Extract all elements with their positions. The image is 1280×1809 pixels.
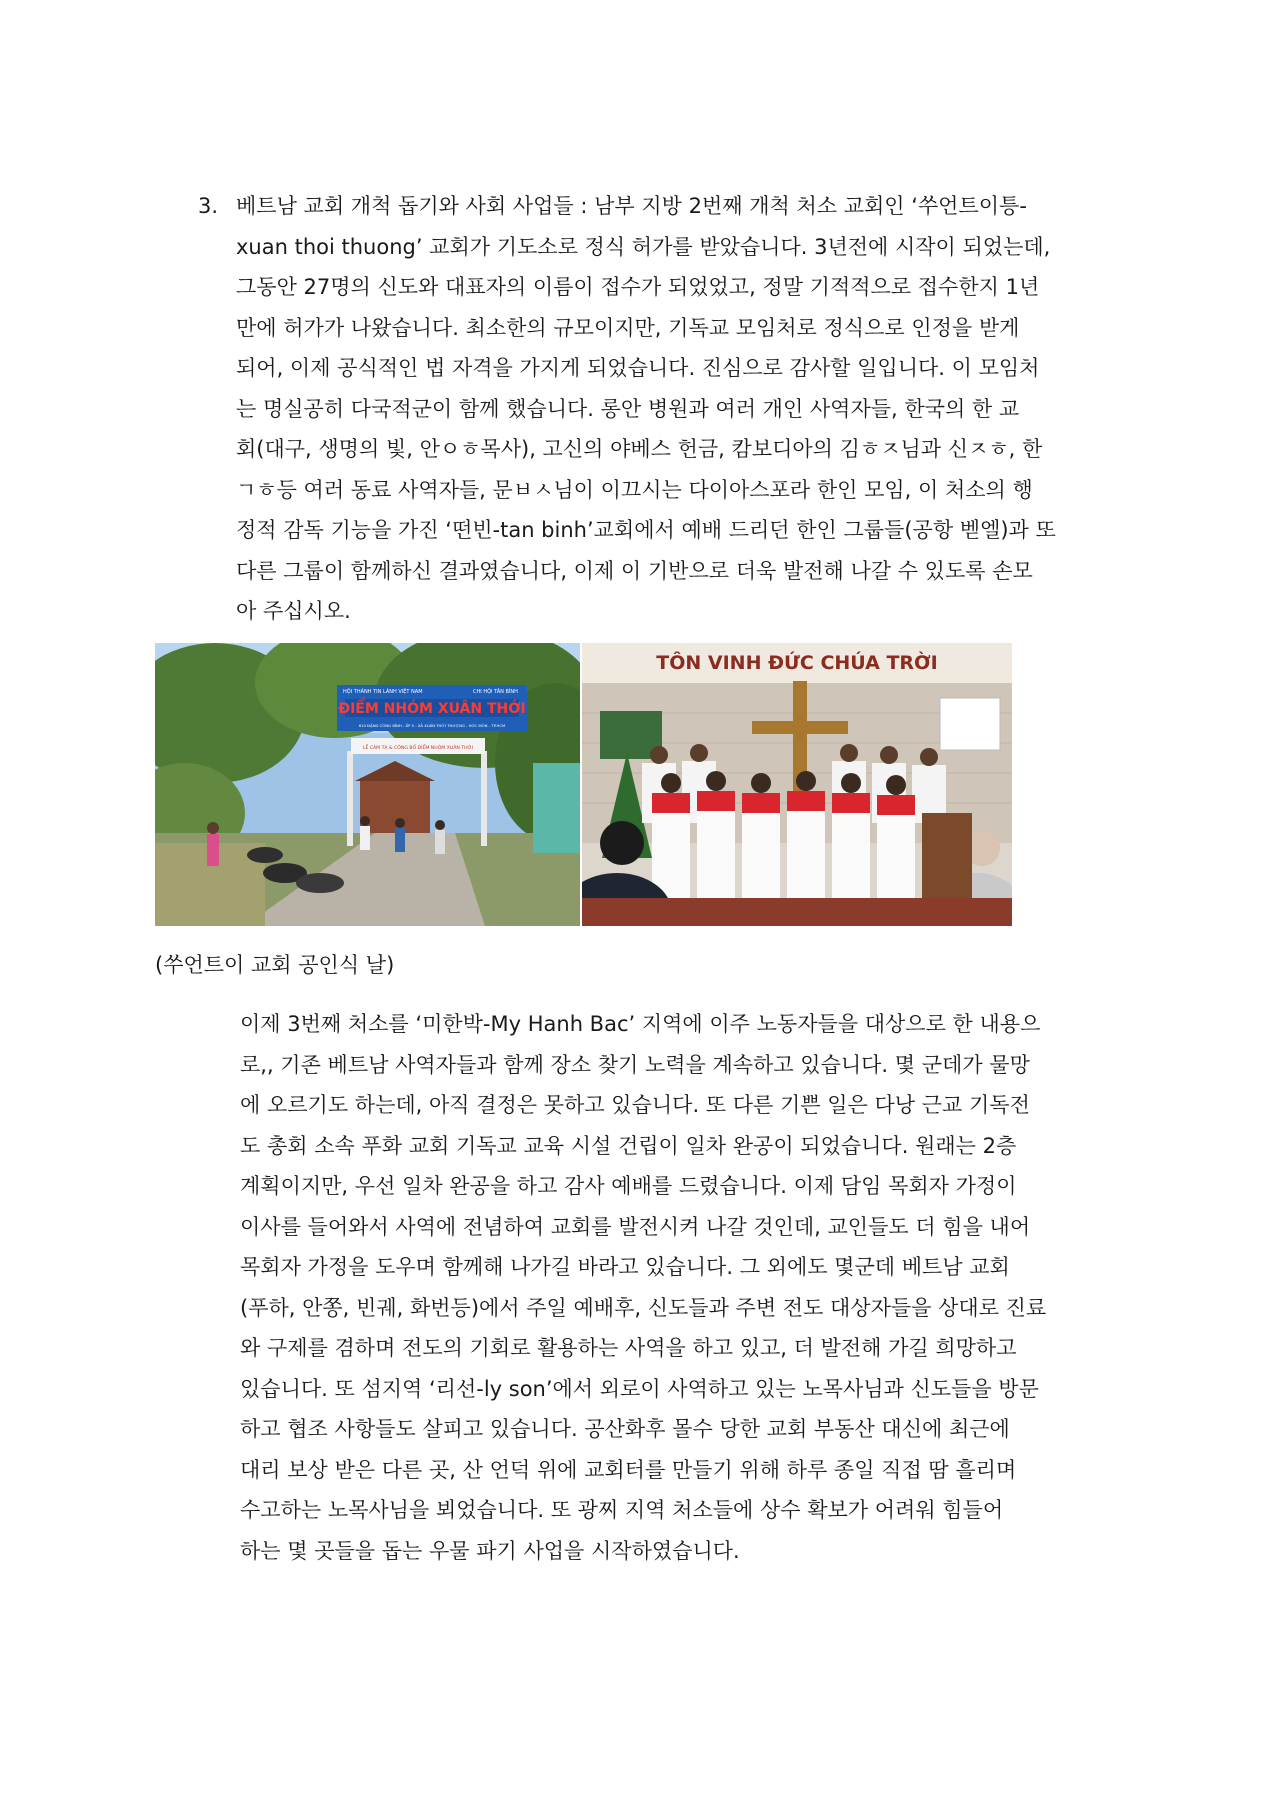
church-gate-photo [155,643,580,926]
choir-illustration [582,643,1012,926]
item-paragraph: 베트남 교회 개척 돕기와 사회 사업들 : 남부 지방 2번째 개척 처소 교회인 ‘쑤언트이틍- xuan thoi thuong’ 교회가 기도소로 정식 허가를 받았습니다. 3년전에 시작이 되었는데, 그동안 27명의 신도와 대표자의 이름이 접수가 되었었고, 정말 기적적으로 접수한지 1년 만에 허가가 나왔습니다. 최소한의 규모이지만, 기독교 모임처로 정식으로 인정을 받게 되어, 이제 공식적인 법 자격을 가지게 되었습니다. 진심으로 감사할 일입니다. 이 모임처 는 명실공히 다국적군이 함께 했습니다. 롱안 병원과 여러 개인 사역자들, 한국의 한 교 회(대구, 생명의 빛, 안ㅇㅎ목사), 고신의 야베스 헌금, 캄보디아의 김ㅎㅈ님과 신ㅈㅎ, 한 ㄱㅎ등 여러 동료 사역자들, 문ㅂㅅ님이 이끄시는 다이아스포라 한인 모임, 이 처소의 행 정적 감독 기능을 가진 ‘떤빈-tan binh’교회에서 예배 드리던 한인 그룹들(공항 벧엘)과 또 다른 그룹이 함께하신 결과였습니다, 이제 이 기반으로 더욱 발전해 나갈 수 있도록 손모 아 주십시오. [236,194,1056,623]
wall-banner-text: TÔN VINH ĐỨC CHÚA TRỜI [656,652,938,674]
banner-org-text: HỘI THÁNH TIN LÀNH VIỆT NAM [343,689,423,695]
item-number: 3. [198,194,219,218]
photo-caption: (쑤언트이 교회 공인식 날) [155,953,395,977]
banner-branch-text: CHI HỘI TÂN BÌNH [473,689,518,695]
banner-title-text: ĐIỂM NHÓM XUÂN THỚI [338,701,526,717]
choir-photo [582,643,1012,926]
body-paragraph: 이제 3번째 처소를 ‘미한박-My Hanh Bac’ 지역에 이주 노동자들을 대상으로 한 내용으 로,, 기존 베트남 사역자들과 함께 장소 찾기 노력을 계속하고 있습니다. 몇 군데가 물망 에 오르기도 하는데, 아직 결정은 못하고 있습니다. 또 다른 기쁜 일은 다낭 근교 기독전 도 총회 소속 푸화 교회 기독교 교육 시설 건립이 일차 완공이 되었습니다. 원래는 2층 계획이지만, 우선 일차 완공을 하고 감사 예배를 드렸습니다. 이제 담임 목회자 가정이 이사를 들어와서 사역에 전념하여 교회를 발전시켜 나갈 것인데, 교인들도 더 힘을 내어 목회자 가정을 도우며 함께해 나가길 바라고 있습니다. 그 외에도 몇군데 베트남 교회 (푸하, 안쫑, 빈궤, 화번등)에서 주일 예배후, 신도들과 주변 전도 대상자들을 상대로 진료 와 구제를 겸하며 전도의 기회로 활용하는 사역을 하고 있고, 더 발전해 가길 희망하고 있습니다. 또 섬지역 ‘리선-ly son’에서 외로이 사역하고 있는 노목사님과 신도들을 방문 하고 협조 사항들도 살피고 있습니다. 공산화후 몰수 당한 교회 부동산 대신에 최근에 대리 보상 받은 다른 곳, 산 언덕 위에 교회터를 만들기 위해 하루 종일 직접 땀 흘리며 수고하는 노목사님을 뵈었습니다. 또 광찌 지역 처소들에 상수 확보가 어려워 힘들어 하는 몇 곳들을 돕는 우물 파기 사업을 시작하였습니다. [240,1012,1047,1563]
banner-address-text: 610 ĐẶNG CÔNG BỈNH - ẤP 5 - XÃ XUÂN THỚI THƯỢNG - HÓC MÔN - TP.HCM [358,723,506,728]
gate-sign-text: LỄ CẢM TẠ & CÔNG BỐ ĐIỂM NHÓM XUÂN THỚI [362,746,474,751]
church-gate-illustration [155,643,580,926]
